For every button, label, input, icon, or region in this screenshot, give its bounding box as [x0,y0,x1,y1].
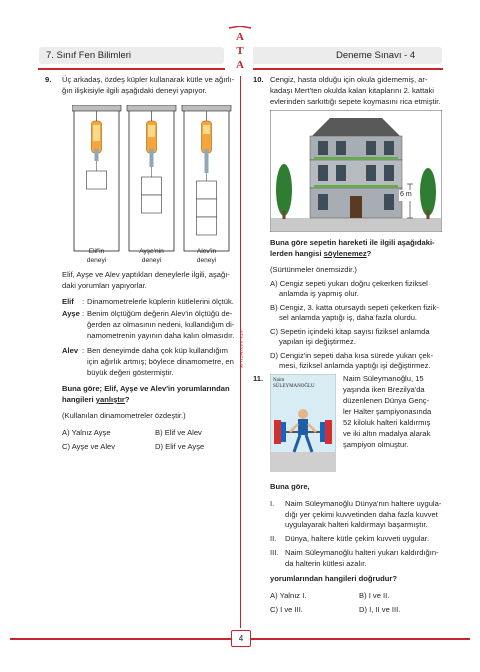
q10-building-illustration [270,110,442,232]
q11-question: yorumlarından hangileri doğrudur? [270,574,397,583]
q10-option-b[interactable]: B) Cengiz, 3. katta otursaydı sepeti çekerken fizik- sel anlamda yaptığı iş, daha fazla olurdu. [270,303,439,323]
q11-intro-5: 52 kiloluk halteri kaldırmış [343,418,431,427]
statement-3-num: III. [270,548,279,557]
header-underline-left [38,68,225,70]
svg-text:A: A [236,31,244,43]
q10-question-1: Buna göre sepetin hareketi ile ilgili aşağıdaki- [270,238,435,247]
comment-ayse-1: Benim ölçtüğüm değerin Alev'in ölçtüğü de- [87,309,233,318]
comment-alev-1: Ben deneyimde daha çok küp kullandığım [87,346,228,355]
q11-intro-1: Naim Süleymanoğlu, 15 [343,374,424,383]
q11-intro-6: ve iki altın madalya alarak [343,429,431,438]
label-ayse: Ayşe'nin deneyi [139,248,164,264]
q10-number: 10. [253,75,264,84]
q9-text2-1: Elif, Ayşe ve Alev yaptıkları deneylerle ilgili, aşağı- [62,270,230,279]
ayse-experiment [127,105,176,251]
publisher-vertical-text: ATA YAYINCILIK [239,330,244,369]
q10-option-d[interactable]: D) Cengiz'in sepeti daha kısa sürede yukarı çek- mesi, fiziksel anlamda yaptığı işi değiştirmez. [270,351,434,371]
subject-title: 7. Sınıf Fen Bilimleri [46,50,131,61]
q9-experiment-figure [72,105,232,257]
page-number: 4 [231,630,251,647]
q10-option-c[interactable]: C) Sepetin içindeki kitap sayısı fiziksel anlamda yapılan işi değiştirmez. [270,327,430,347]
statement-3: Naim Süleymanoğlu halteri yukarı kaldırdığın- da halterin kütlesi azalır. [285,548,439,568]
q9-option-d[interactable]: D) Elif ve Ayşe [155,442,205,451]
comment-alev-2: için ağırlık artmış; böylece dinamometre, en [87,357,234,366]
q9-intro-2: ğın ilişkisiyle ilgili aşağıdaki deneyi yapıyor. [62,86,207,95]
exam-title: Deneme Sınavı - 4 [336,50,416,61]
statement-2-num: II. [270,534,277,543]
comment-name-alev: Alev [62,346,79,355]
ata-logo-icon [226,26,254,74]
q9-question-1: Buna göre; Elif, Ayşe ve Alev'in yorumlarından [62,384,230,393]
comment-name-elif: Elif [62,297,74,306]
q11-option-c[interactable]: C) I ve III. [270,605,303,614]
label-alev: Alev'in deneyi [196,248,217,264]
svg-text:A: A [236,59,244,71]
comment-name-ayse: Ayşe [62,309,80,318]
q9-text2-2: daki yorumları yapıyorlar. [62,281,147,290]
q10-intro-2: kadaşı Mert'ten okulda kalan kitaplarını 2. kattaki [270,86,434,95]
q11-option-d[interactable]: D) I, II ve III. [359,605,401,614]
q11-option-a[interactable]: A) Yalnız I. [270,591,307,600]
q10-question-2: lerden hangisi söylenemez? [270,249,372,258]
q11-option-b[interactable]: B) I ve II. [359,591,390,600]
q9-option-c[interactable]: C) Ayşe ve Alev [62,442,116,451]
statement-1-num: I. [270,499,275,508]
q11-number: 11. [253,374,264,383]
statement-2: Dünya, haltere kütle çekim kuvveti uygular. [285,534,429,543]
q10-intro-1: Cengiz, hasta olduğu için okula gidememiş, ar- [270,75,428,84]
q9-option-b[interactable]: B) Elif ve Alev [155,428,202,437]
q9-option-a[interactable]: A) Yalnız Ayşe [62,428,111,437]
alev-experiment [182,105,231,251]
comment-ayse-3: namometrenin yayının daha kalın olmasıdır. [87,331,235,340]
q11-intro-2: yaşında iken Brezilya'da [343,385,425,394]
label-elif: Elif'in deneyi [86,248,107,264]
q11-intro-7: şampiyon olmuştur. [343,440,409,449]
elif-experiment [72,105,121,251]
q10-intro-3: evlerinden sarkıttığı sepete koymasını rica etmiştir. [270,97,441,106]
q9-number: 9. [45,75,52,84]
header-underline-right [253,68,443,70]
q11-intro-4: ler Halter şampiyonasında [343,407,432,416]
q9-intro-1: Üç arkadaş, özdeş küpler kullanarak kütle ve ağırlı- [62,75,235,84]
image-caption: Naim SÜLEYMANOĞLU [273,378,315,389]
q11-lead: Buna göre, [270,482,310,491]
height-label: 6 m [399,190,413,201]
comment-alev-3: büyük değeri göstermiştir. [87,368,174,377]
q10-option-a[interactable]: A) Cengiz sepeti yukarı doğru çekerken fiziksel anlamda iş yapmış olur. [270,279,428,299]
svg-text:T: T [236,45,244,57]
q11-intro-3: düzenlenen Dünya Genç- [343,396,430,405]
statement-1: Naim Süleymanoğlu Dünya'nın haltere uygula- dığı yer çekimi kuvvetinden daha fazla kuvvet uygulayarak halteri kaldırmayı başarmıştır. [285,499,442,530]
q9-question-2: hangileri yanlıştır? [62,395,130,404]
comment-elif: Dinamometrelerle küplerin kütlelerini ölçtük. [87,297,234,306]
comment-ayse-2: ğerden az olmasının nedeni, kullandığım di- [87,320,235,329]
q10-note: (Sürtünmeler önemsizdir.) [270,265,357,274]
q9-note: (Kullanılan dinamometreler özdeştir.) [62,411,186,420]
